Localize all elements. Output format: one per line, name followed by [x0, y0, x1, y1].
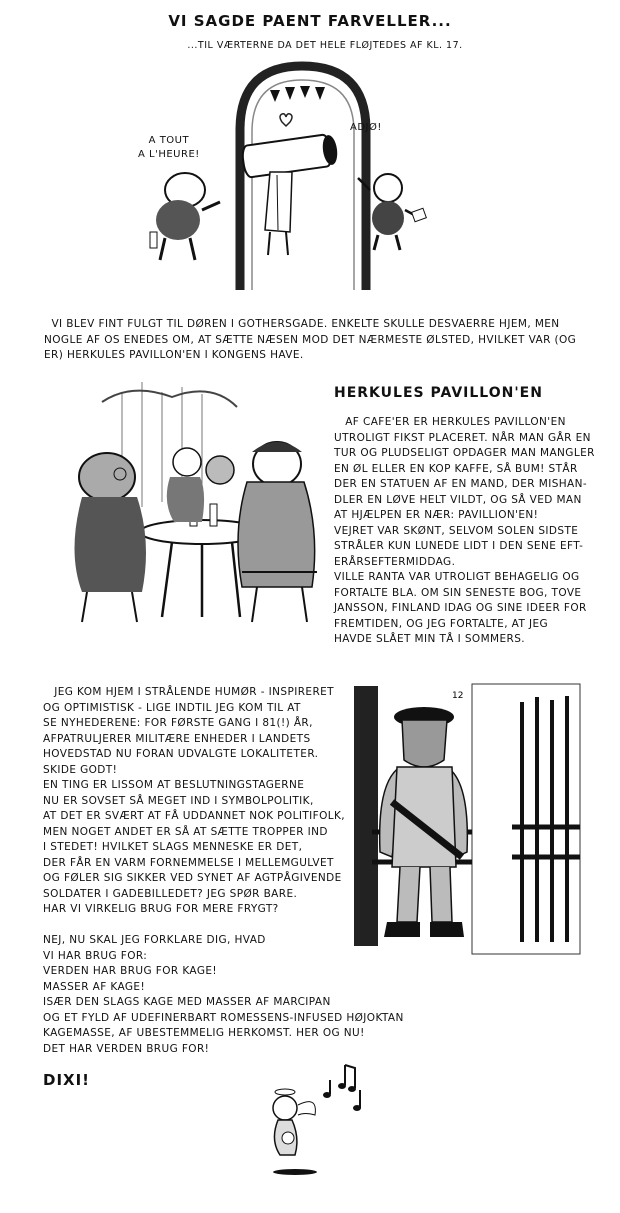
soldier-text: JEG KOM HJEM I STRÅLENDE HUMØR - INSPIRERET OG OPTIMISTISK - LIGE INDTIL JEG KOM TIL AT SE NYHEDERENE: FOR FØRSTE GANG I 81(!) ÅR, AFPATRULJERER MILITÆRE ENHEDER I LANDETS HOVEDSTAD NU FORAN UDVALGTE LOKALITETER. SKIDE GODT! EN TING ER LISSOM AT BESLUTNINGSTAGERNE NU ER SOVSET SÅ MEGET IND I SYMBOLPOLITIK, AT DET ER SVÆRT AT FÅ UDDANNET NOK POLITIFOLK, MEN NOGET ANDET ER SÅ AT SÆTTE TROPPER IND I STEDET! HVILKET SLAGS MENNESKE ER DET, DER FÅR EN VARM FORNEMMELSE I MELLEMGULVET OG FØLER SIG SIKKER VED SYNET AF AGTPÅGIVENDE SOLDATER I GADEBILLEDET? JEG SPØR BARE. HAR VI VIRKELIG BRUG FOR MERE FRYGT? NEJ, NU SKAL JEG FORKLARE DIG, HVAD VI HAR BRUG FOR: VERDEN HAR BRUG FOR KAGE! MASSER AF KAGE! ISÆR DEN SLAGS KAGE MED MASSER AF MARCIPAN OG ET FYLD AF UDEFINERBART ROMESSENS-INFUSED HØJOKTAN KAGEMASSE, AF UBESTEMMELIG HERKOMST. HER OG NU! DET HAR VERDEN BRUG FOR! — [43, 686, 404, 1055]
pavillon-text: AF CAFE'ER ER HERKULES PAVILLON'EN UTROLIGT FIKST PLACERET. NÅR MAN GÅR EN TUR OG PLUDSELIGT OPDAGER MAN MANGLER EN ØL ELLER EN KOP KAFFE, SÅ BUM! STÅR DER EN STATUEN AF EN MAND, DER MISHAN- DLER EN LØVE HELT VILDT, OG SÅ VED MAN AT HJÆLPEN ER NÆR: PAVILLION'EN! VEJRET VAR SKØNT, SELVOM SOLEN SIDSTE STRÅLER KUN LUNEDE LIDT I DEN SENE EFT- ERÅRSEFTERMIDDAG. VILLE RANTA VAR UTROLIGT BEHAGELIG OG FORTALTE BLA. OM SIN SENESTE BOG, TOVE JANSSON, FINLAND IDAG OG SINE IDEER FOR FREMTIDEN, OG JEG FORTALTE, AT JEG HAVDE SLÅET MIN TÅ I SOMMERS. — [334, 416, 595, 645]
wall-number: 12 — [452, 691, 464, 701]
speech-bubble-right: ADJØ! — [350, 122, 382, 133]
cafe-illustration — [62, 382, 322, 627]
section-heading: HERKULES PAVILLON'EN — [334, 385, 543, 401]
speech-bubble-left: A TOUT A L'HEURE! — [138, 135, 200, 160]
signoff: DIXI! — [43, 1071, 91, 1089]
page-title: VI SAGDE PAENT FARVELLER... — [168, 12, 452, 30]
intro-paragraph: VI BLEV FINT FULGT TIL DØREN I GOTHERSGADE. ENKELTE SKULLE DESVAERRE HJEM, MEN NOGLE AF OS ENEDES OM, AT SÆTTE NÆSEN MOD DET NÆRMESTE ØLSTED, HVILKET VAR (OG ER) HERKULES PAVILLON'EN I KONGENS HAVE. — [44, 318, 577, 361]
page-subtitle: ...TIL VÆRTERNE DA DET HELE FLØJTEDES AF KL. 17. — [187, 40, 463, 51]
farewell-illustration — [130, 60, 430, 290]
angel-illustration — [260, 1060, 370, 1180]
soldier-illustration — [352, 682, 582, 972]
